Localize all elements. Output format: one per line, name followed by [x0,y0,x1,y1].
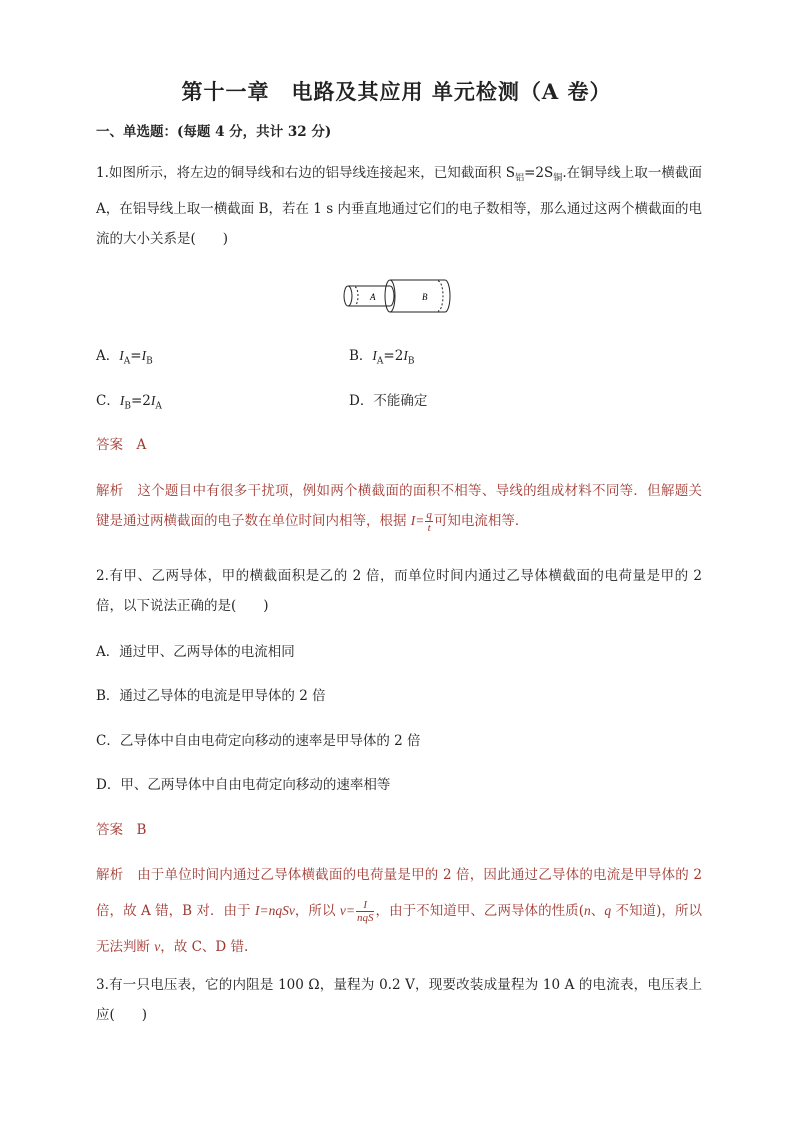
section-b [438,281,443,311]
label-b: B [422,292,428,302]
copper-wire-right-end [390,286,394,306]
section-heading: 一、单选题：(每题 4 分，共计 32 分) [96,124,332,140]
fraction-q-over-t: $\frac{q}{t}$ [426,509,432,534]
q1-option-c: C．$I_B=2I_A$ [96,393,162,412]
q2-option-c: C．乙导体中自由电荷定向移动的速率是甲导体的 2 倍 [96,733,421,749]
copper-wire-left-end [344,286,352,306]
page-title: 第十一章 电路及其应用 单元检测（A 卷） [181,79,612,104]
q1-option-b: B．$I_A=2I_B$ [349,348,415,367]
q2-option-a: A．通过甲、乙两导体的电流相同 [96,644,295,660]
q1-option-a: A．$I_A=I_B$ [96,348,153,367]
question-1-text: 1.如图所示，将左边的铜导线和右边的铝导线连接起来，已知截面积 $S_铝=2S_铜$.在铜导线上取一横截面 A，在铝导线上取一横截面 B，若在 1 s 内垂直地通过它们的电子数相等，那么通过这两个横截面的电流的大小关系是( ) [96,165,702,247]
q2-option-d: D．甲、乙两导体中自由电荷定向移动的速率相等 [96,777,391,793]
q2-option-b: B．通过乙导体的电流是甲导体的 2 倍 [96,688,326,704]
q1-answer: 答案 A [96,437,147,453]
label-a: A [370,292,376,302]
wire-diagram [340,277,455,317]
question-3-text: 3.有一只电压表，它的内阻是 100 Ω，量程为 0.2 V，现要改装成量程为 10 A 的电流表，电压表上应( ) [96,977,702,1023]
question-2-text: 2.有甲、乙两导体，甲的横截面积是乙的 2 倍，而单位时间内通过乙导体横截面的电荷量是甲的 2 倍，以下说法正确的是( ) [96,568,702,614]
q1-option-d: D．不能确定 [349,393,428,409]
fraction-i-over-nqs: $\frac{I}{\text{nqS}}$ [356,899,374,924]
q2-analysis: 解析 由于单位时间内通过乙导体横截面的电荷量是甲的 2 倍，因此通过乙导体的电流是甲导体的 2 倍，故 A 错，B 对．由于 I=nqSv，所以 v= $\frac{I}{\text{nqS}}$ ，由于不知道甲、乙两导体的性质(n、q 不知道)，所以无法判断 v，故 C、D 错. [96,867,703,955]
q2-answer: 答案 B [96,822,147,838]
aluminum-wire-right-end [445,280,450,312]
section-a [355,287,358,305]
q1-analysis: 解析 这个题目中有很多干扰项，例如两个横截面的面积不相等、导线的组成材料不同等．但解题关键是通过两横截面的电子数在单位时间内相等，根据 I= $\frac{q}{t}$ 可知电流相等． [96,483,702,534]
